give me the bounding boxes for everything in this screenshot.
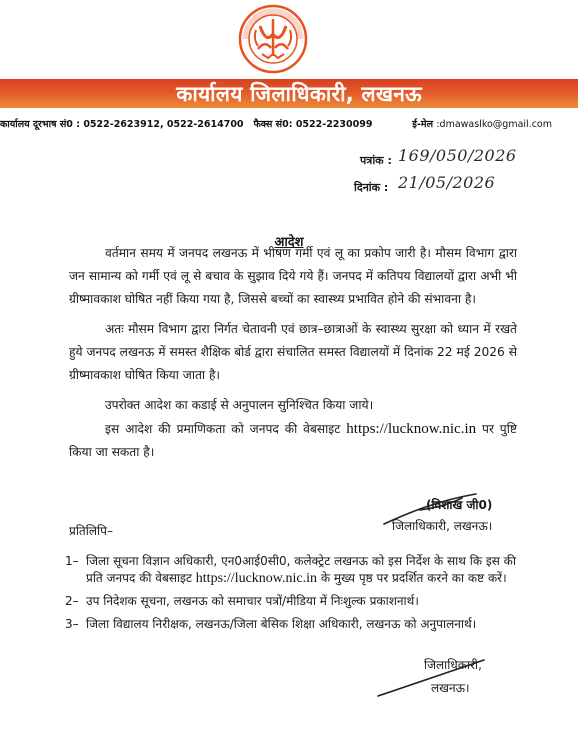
paragraph-4-text-before: इस आदेश की प्रमाणिकता को जनपद की वेबसाइट <box>105 422 347 436</box>
footer-signatory-designation: जिलाधिकारी, <box>424 658 482 672</box>
phone-numbers: 0522-2623912, 0522-2614700 <box>83 119 244 130</box>
fax-label: फैक्स सं0: <box>253 119 296 130</box>
list-item <box>65 616 523 633</box>
phone-label: कार्यालय दूरभाष सं0 : <box>0 119 84 130</box>
fax-number: 0522-2230099 <box>295 119 373 130</box>
email-value: :dmawaslko@gmail.com <box>436 119 552 130</box>
copy-to-label: प्रतिलिपि– <box>69 524 113 538</box>
office-header-band <box>0 79 578 108</box>
office-title: कार्यालय जिलाधिकारी, लखनऊ <box>176 81 422 106</box>
patrank-line <box>354 147 554 173</box>
order-paragraph-2: अतः मौसम विभाग द्वारा निर्गत चेतावनी एवं छात्र–छात्राओं के स्वास्थ्य सुरक्षा को ध्यान में रखते हुये जनपद लखनऊ में समस्त शैक्षिक बोर्ड द्वारा संचालित समस्त विद्यालयों में दिनांक 22 मई 2026 से ग्रीष्मावकाश घोषित किया जाता है। <box>69 322 517 382</box>
reference-block <box>354 147 554 200</box>
footer-signatory-place: लखनऊ। <box>431 681 470 695</box>
list-item <box>65 553 523 587</box>
paragraph-4-text-after: पर पुष्टि किया जा सकता है। <box>69 422 517 459</box>
list-item <box>65 593 523 610</box>
dinank-line <box>354 174 554 200</box>
list-item-text-after: के मुख्य पृष्ठ पर प्रदर्शित करने का कष्ट करें। <box>317 571 507 585</box>
patrank-value: 169/050/2026 <box>398 146 517 165</box>
signatory-name: (विशाख जी0) <box>426 498 493 512</box>
email-label: ई-मेल <box>412 119 437 130</box>
email-info <box>412 117 552 130</box>
order-paragraph-3: उपरोक्त आदेश का कडाई से अनुपालन सुनिश्चित किया जाये। <box>105 398 374 412</box>
contact-row <box>0 117 578 133</box>
dinank-value: 21/05/2026 <box>398 173 496 192</box>
list-item-text: उप निदेशक सूचना, लखनऊ को समाचार पत्रों/मीडिया में निःशुल्क प्रकाशनार्थ। <box>86 594 419 608</box>
copy-to-list <box>65 553 523 639</box>
website-link[interactable]: https://lucknow.nic.in <box>346 421 477 437</box>
order-paragraph-1: वर्तमान समय में जनपद लखनऊ में भीषण गर्मी एवं लू का प्रकोप जारी है। मौसम विभाग द्वारा जन सामान्य को गर्मी एवं लू से बचाव के सुझाव दिये गये हैं। जनपद में कतिपय विद्यालयों द्वारा अभी भी ग्रीष्मावकाश घोषित नहीं किया गया है, जिससे बच्चों का स्वास्थ्य प्रभावित होने की संभावना है। <box>69 246 517 306</box>
dinank-label: दिनांक : <box>354 181 389 194</box>
list-item-number: 1– <box>65 554 79 568</box>
list-item-number: 2– <box>65 594 79 608</box>
list-item-text-before: जिला सूचना विज्ञान अधिकारी, एन0आई0सी0, कलेक्ट्रेट लखनऊ को इस निर्देश के साथ कि इस की प्रति जनपद की वेबसाइट <box>86 554 517 585</box>
order-paragraph-4 <box>69 418 517 464</box>
list-item-number: 3– <box>65 617 79 631</box>
website-link[interactable]: https://lucknow.nic.in <box>195 571 317 586</box>
patrank-label: पत्रांक : <box>360 154 392 167</box>
signatory-designation: जिलाधिकारी, लखनऊ। <box>392 519 493 533</box>
order-heading: आदेश <box>274 235 304 250</box>
phone-fax-info <box>0 117 372 130</box>
list-item-text: जिला विद्यालय निरीक्षक, लखनऊ/जिला बेसिक शिक्षा अधिकारी, लखनऊ को अनुपालनार्थ। <box>86 617 477 631</box>
up-government-emblem <box>238 4 308 74</box>
